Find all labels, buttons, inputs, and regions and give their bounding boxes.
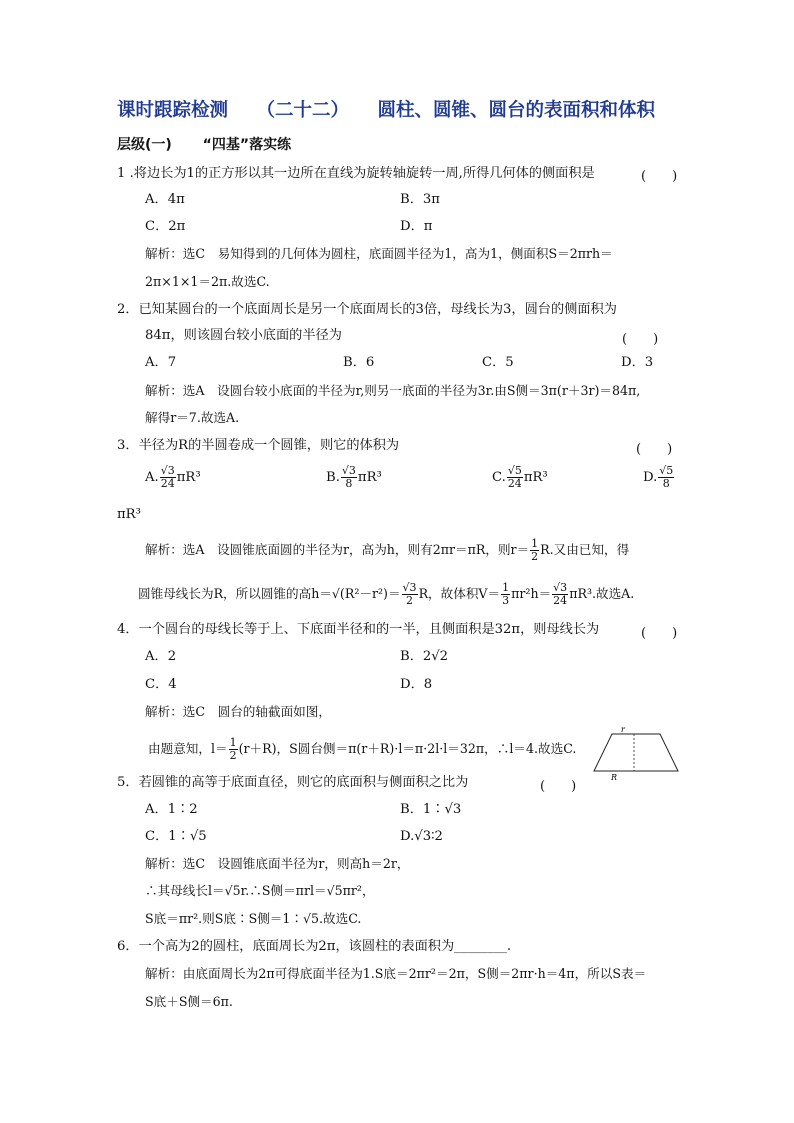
q5-option-b: B．1∶√3 [400, 802, 462, 817]
q3-option-d [643, 465, 675, 490]
q3-solution-part2: R.又由已知，得 [540, 542, 630, 557]
q1-paren: ( ) [641, 169, 678, 184]
q6-solution-line2: S底＋S侧＝6π. [145, 994, 233, 1009]
level-name: “四基”落实练 [202, 137, 292, 153]
q3-option-c-label: C. [492, 470, 506, 485]
q4-solution-line1: 解析：选C 圆台的轴截面如图， [145, 704, 331, 719]
q4-solution-part1: 由题意知，l＝ [148, 741, 228, 756]
q2-stem-line1: 2．已知某圆台的一个底面周长是另一个底面周长的3倍，母线长为3，圆台的侧面积为 [117, 302, 617, 317]
q3-solution-height-num: √3 [402, 581, 417, 594]
q3-solution-third-den: 3 [502, 594, 510, 607]
q3-solution-line2 [138, 582, 634, 607]
q4-option-c: C．4 [145, 677, 177, 692]
q3-solution-height-den: 2 [406, 594, 414, 607]
level-label: 层级(一) [117, 137, 172, 153]
q3-option-d-denominator: 8 [662, 477, 670, 490]
q3-option-a-fraction [160, 465, 176, 490]
q3-solution-height: 圆锥母线长为R，所以圆锥的高h＝√(R²－r²)＝ [138, 586, 401, 601]
q2-stem-line2: 84π，则该圆台较小底面的半径为 [145, 328, 342, 343]
q3-option-b-numerator: √3 [341, 464, 356, 477]
trapezoid-outline [594, 734, 678, 771]
q3-option-c-fraction [507, 465, 523, 490]
q3-option-a-denominator: 24 [160, 477, 175, 490]
q4-stem: 4．一个圆台的母线长等于上、下底面半径和的一半，且侧面积是32π，则母线长为 [117, 622, 600, 637]
q4-option-d: D．8 [400, 677, 433, 692]
q1-option-a: A．4π [145, 192, 185, 207]
q2-option-c: C．5 [482, 355, 514, 370]
q3-solution-volume-mid: πr²h＝ [511, 586, 552, 601]
q1-stem: 1 .将边长为1的正方形以其一边所在直线为旋转轴旋转一周,所得几何体的侧面积是 [117, 166, 595, 181]
q3-option-a-label: A. [145, 470, 159, 485]
q2-solution-line2: 解得r＝7.故选A. [145, 410, 240, 425]
q3-option-c-denominator: 24 [507, 477, 522, 490]
q3-option-d-wrap: πR³ [117, 507, 141, 522]
q3-option-d-label: D. [643, 470, 658, 485]
q3-option-d-numerator: √5 [659, 464, 674, 477]
q2-option-b: B．6 [343, 355, 375, 370]
q5-stem: 5．若圆锥的高等于底面直径，则它的底面积与侧面积之比为 [117, 775, 469, 790]
q3-option-d-fraction [658, 465, 674, 490]
trapezoid-figure [590, 726, 685, 782]
q3-option-b-fraction [341, 465, 357, 490]
q5-option-a: A．1∶2 [145, 802, 198, 817]
q5-paren: ( ) [540, 779, 577, 794]
q3-paren: ( ) [636, 442, 673, 457]
q3-solution-volume-label: R，故体积V＝ [418, 586, 501, 601]
level-heading [117, 134, 317, 154]
figure-label-r: r [621, 726, 625, 734]
q4-solution-half-den: 2 [229, 749, 237, 762]
q5-solution-line3: S底＝πr².则S底∶S侧＝1∶√5.故选C. [145, 911, 362, 926]
q3-option-b-term: πR³ [357, 470, 382, 485]
q3-solution-half-den: 2 [531, 550, 539, 563]
q4-option-a: A．2 [145, 649, 177, 664]
q3-solution-end: πR³.故选A. [569, 586, 635, 601]
q2-option-d: D．3 [621, 355, 654, 370]
q3-solution-third-num: 1 [502, 581, 510, 594]
q3-option-b-label: B. [326, 470, 340, 485]
q1-option-d: D．π [400, 219, 433, 234]
q4-paren: ( ) [641, 626, 678, 641]
title-main: 课时跟踪检测 [117, 100, 229, 121]
q4-solution-half-num: 1 [229, 736, 237, 749]
q3-option-c-numerator: √5 [507, 464, 522, 477]
q2-solution-line1: 解析：选A 设圆台较小底面的半径为r,则另一底面的半径为3r.由S侧＝3π(r＋3r)＝84π, [145, 383, 641, 398]
q3-option-b-denominator: 8 [345, 477, 353, 490]
q3-option-c-term: πR³ [523, 470, 548, 485]
q5-solution-line2: ∴其母线长l＝√5r.∴S侧＝πrl＝√5πr²， [145, 883, 375, 898]
q3-solution-result-den: 24 [553, 594, 568, 607]
q5-solution-line1: 解析：选C 设圆锥底面半径为r，则高h＝2r， [145, 856, 410, 871]
figure-label-R: R [611, 773, 618, 782]
q3-solution-result-frac [552, 582, 568, 607]
title-number: （二十二） [256, 100, 349, 121]
q3-option-a-term: πR³ [176, 470, 201, 485]
q3-option-a [145, 465, 201, 490]
q3-solution-half [530, 538, 539, 563]
q3-solution-line1 [145, 538, 629, 563]
q3-solution-part1: 解析：选A 设圆锥底面圆的半径为r，高为h，则有2πr＝πR，则r＝ [145, 542, 530, 557]
q3-option-c [492, 465, 548, 490]
q2-paren: ( ) [622, 332, 659, 347]
q4-solution-half [229, 737, 238, 762]
q1-solution-line2: 2π×1×1＝2π.故选C. [145, 274, 270, 289]
page-title [117, 96, 677, 122]
q5-option-d: D.√3∶2 [400, 829, 443, 844]
q3-stem: 3．半径为R的半圆卷成一个圆锥，则它的体积为 [117, 438, 400, 453]
q3-solution-result-num: √3 [553, 581, 568, 594]
q1-option-b: B．3π [400, 192, 440, 207]
title-topic: 圆柱、圆锥、圆台的表面积和体积 [377, 100, 655, 121]
q3-option-a-numerator: √3 [160, 464, 175, 477]
q4-solution-part2: (r＋R)，S圆台侧＝π(r＋R)·l＝π·2l·l＝32π，∴l＝4.故选C. [238, 741, 577, 756]
q3-solution-half-num: 1 [531, 537, 539, 550]
q4-solution-line2 [148, 737, 576, 762]
q6-stem: 6．一个高为2的圆柱，底面周长为2π，该圆柱的表面积为________. [117, 939, 512, 954]
q4-option-b: B．2√2 [400, 649, 449, 664]
q3-solution-height-frac [402, 582, 418, 607]
q1-option-c: C．2π [145, 219, 186, 234]
q5-option-c: C．1∶√5 [145, 829, 207, 844]
q6-solution-line1: 解析：由底面周长为2π可得底面半径为1.S底＝2πr²＝2π，S侧＝2πr·h＝4π，所以S表＝ [145, 966, 647, 981]
q2-option-a: A．7 [145, 355, 177, 370]
q1-solution-line1: 解析：选C 易知得到的几何体为圆柱，底面圆半径为1，高为1，侧面积S＝2πrh＝ [145, 246, 613, 261]
q3-option-b [326, 465, 382, 490]
q3-solution-third [501, 582, 510, 607]
